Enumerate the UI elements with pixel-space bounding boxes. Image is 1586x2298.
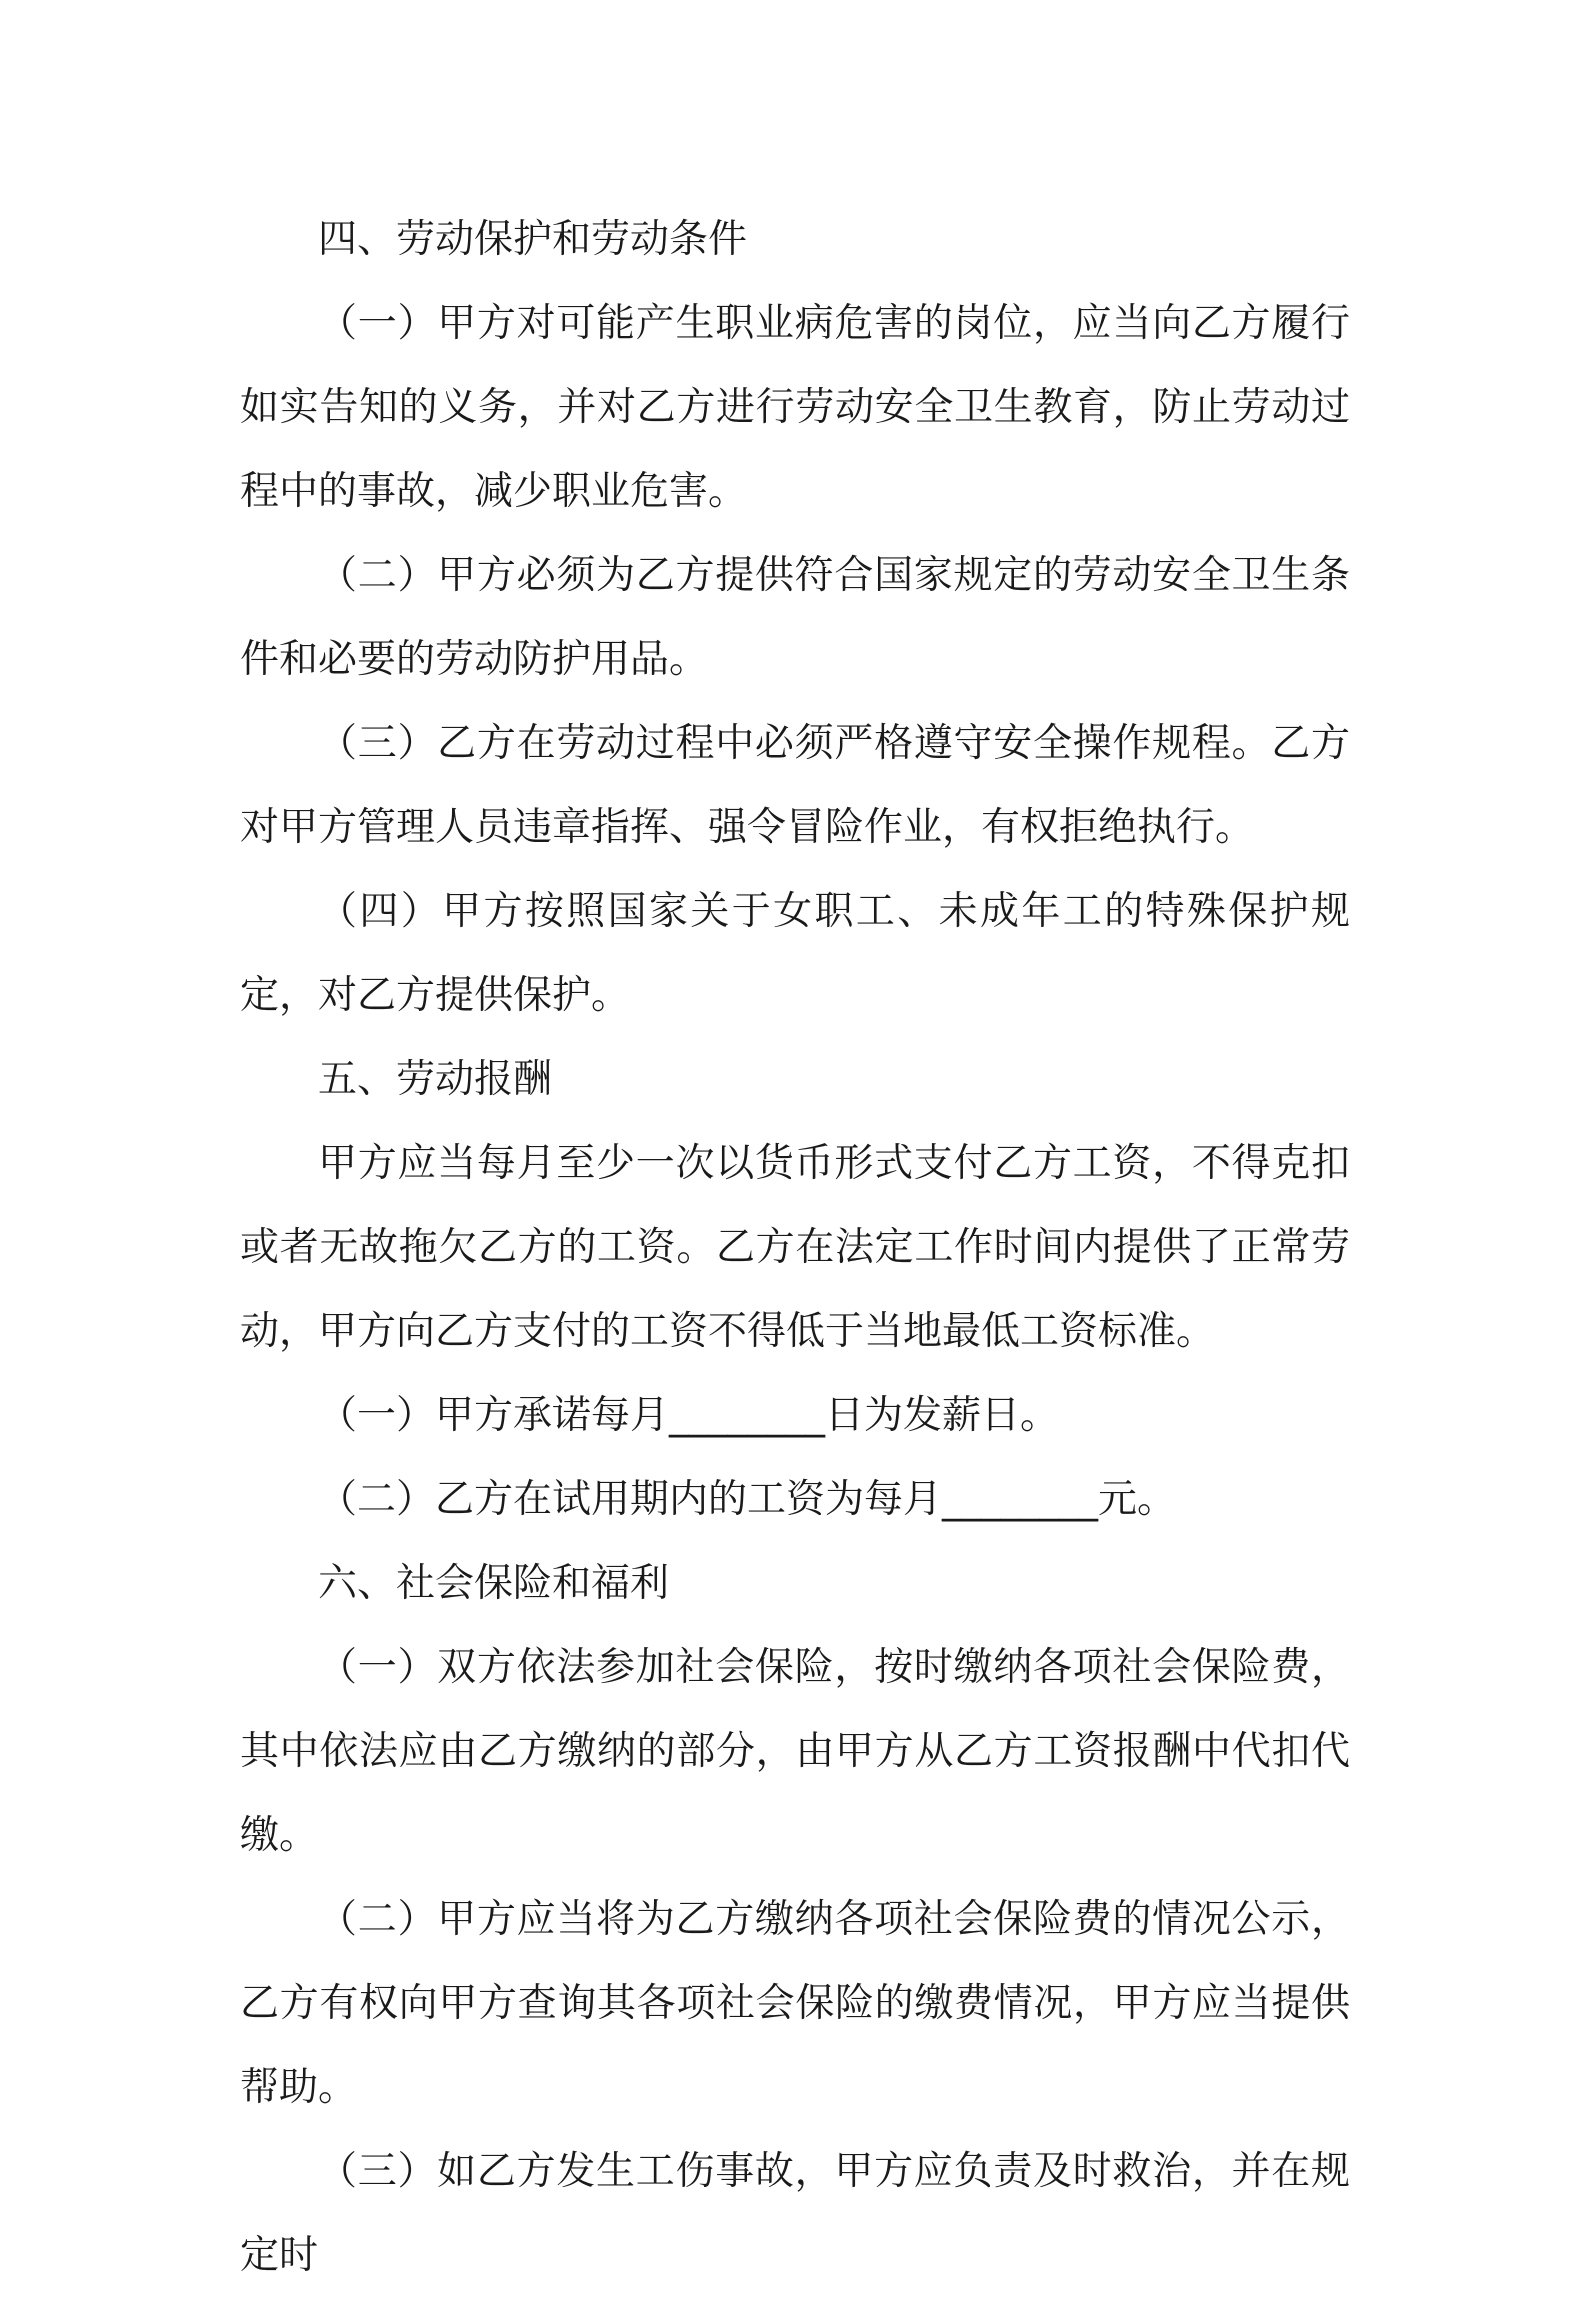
section-4-clause-2: （二）甲方必须为乙方提供符合国家规定的劳动安全卫生条件和必要的劳动防护用品。 [240,553,1350,682]
section-6-heading: 六、社会保险和福利 [318,1561,670,1606]
section-5-clause-2: （二）乙方在试用期内的工资为每月________元。 [318,1477,1177,1522]
section-5-clause-1: （一）甲方承诺每月________日为发薪日。 [318,1393,1060,1438]
section-4-clause-1: （一）甲方对可能产生职业病危害的岗位，应当向乙方履行如实告知的义务，并对乙方进行劳动安全卫生教育，防止劳动过程中的事故，减少职业危害。 [240,301,1350,514]
section-6-clause-1: （一）双方依法参加社会保险，按时缴纳各项社会保险费，其中依法应由乙方缴纳的部分，由甲方从乙方工资报酬中代扣代缴。 [240,1645,1350,1858]
section-5-intro: 甲方应当每月至少一次以货币形式支付乙方工资，不得克扣或者无故拖欠乙方的工资。乙方在法定工作时间内提供了正常劳动，甲方向乙方支付的工资不得低于当地最低工资标准。 [240,1141,1350,1354]
section-6-clause-3: （三）如乙方发生工伤事故，甲方应负责及时救治，并在规定时 [240,2149,1350,2278]
section-4-clause-3: （三）乙方在劳动过程中必须严格遵守安全操作规程。乙方对甲方管理人员违章指挥、强令冒险作业，有权拒绝执行。 [240,721,1350,850]
document-body [240,198,1350,2298]
section-5-heading: 五、劳动报酬 [318,1057,553,1102]
section-6-clause-2: （二）甲方应当将为乙方缴纳各项社会保险费的情况公示，乙方有权向甲方查询其各项社会保险的缴费情况，甲方应当提供帮助。 [240,1897,1350,2110]
section-4-heading: 四、劳动保护和劳动条件 [318,217,748,262]
section-4-clause-4: （四）甲方按照国家关于女职工、未成年工的特殊保护规定，对乙方提供保护。 [240,889,1350,1018]
